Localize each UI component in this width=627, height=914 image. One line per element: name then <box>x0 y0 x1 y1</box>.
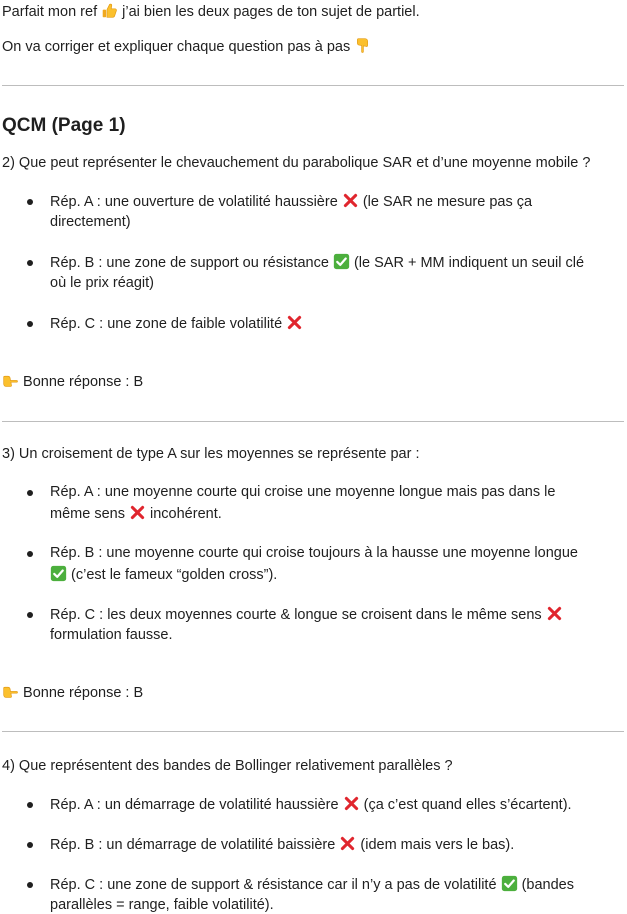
check-mark-icon <box>50 565 67 582</box>
cross-mark-icon <box>339 835 356 852</box>
option-line <box>50 605 563 624</box>
divider <box>2 731 624 732</box>
point-right-icon <box>2 683 19 700</box>
bullet <box>27 490 33 496</box>
check-mark-icon <box>501 875 518 892</box>
cross-mark-icon <box>129 504 146 521</box>
answer-text: Bonne réponse : B <box>23 685 144 701</box>
option-text: Rép. B : une zone de support ou résistance <box>50 255 333 271</box>
option-line: directement) <box>50 214 131 230</box>
option-text: (c’est le fameux “golden cross”). <box>67 567 278 583</box>
bullet <box>27 802 33 808</box>
option-text: Rép. C : les deux moyennes courte & longue se croisent dans le même sens <box>50 607 546 623</box>
option-line <box>50 795 572 814</box>
bullet <box>27 842 33 848</box>
option-line: où le prix réagit) <box>50 275 154 291</box>
intro-line-2 <box>2 37 371 56</box>
answer-line <box>2 683 143 702</box>
cross-mark-icon <box>286 314 303 331</box>
bullet <box>27 882 33 888</box>
bullet <box>27 551 33 557</box>
answer-line <box>2 372 143 391</box>
option-text: Rép. C : une zone de support & résistance car il n’y a pas de volatilité <box>50 877 501 893</box>
point-right-icon <box>2 372 19 389</box>
option-line: parallèles = range, faible volatilité). <box>50 897 274 913</box>
bullet <box>27 260 33 266</box>
option-text: incohérent. <box>145 506 222 522</box>
cross-mark-icon <box>546 605 563 622</box>
option-text: (le SAR ne mesure pas ça <box>358 194 533 210</box>
option-line <box>50 253 584 272</box>
intro-line-1 <box>2 2 420 21</box>
question-2: 2) Que peut représenter le chevauchement du parabolique SAR et d’une moyenne mobile ? <box>2 155 591 171</box>
bullet <box>27 321 33 327</box>
cross-mark-icon <box>343 795 360 812</box>
option-text: Rép. B : un démarrage de volatilité baissière <box>50 837 340 853</box>
option-line <box>50 875 574 894</box>
option-text: Rép. C : une zone de faible volatilité <box>50 316 287 332</box>
section-heading: QCM (Page 1) <box>2 115 126 136</box>
option-text: (ça c’est quand elles s’écartent). <box>359 797 572 813</box>
option-text: (idem mais vers le bas). <box>356 837 515 853</box>
divider <box>2 421 624 422</box>
cross-mark-icon <box>342 192 359 209</box>
option-line <box>50 192 532 211</box>
point-down-icon <box>354 37 371 54</box>
question-4: 4) Que représentent des bandes de Bollinger relativement parallèles ? <box>2 758 453 774</box>
option-line <box>50 504 222 523</box>
option-text: (bandes <box>517 877 574 893</box>
option-text: Rép. A : une ouverture de volatilité haussière <box>50 194 342 210</box>
bullet <box>27 612 33 618</box>
bullet <box>27 199 33 205</box>
option-line: Rép. B : une moyenne courte qui croise toujours à la hausse une moyenne longue <box>50 545 578 561</box>
option-line: Rép. A : une moyenne courte qui croise une moyenne longue mais pas dans le <box>50 484 556 500</box>
divider <box>2 85 624 86</box>
answer-text: Bonne réponse : B <box>23 374 144 390</box>
thumbs-up-icon <box>101 2 118 19</box>
option-line <box>50 565 277 584</box>
question-3: 3) Un croisement de type A sur les moyennes se représente par : <box>2 446 420 462</box>
intro-text: j’ai bien les deux pages de ton sujet de partiel. <box>118 4 420 20</box>
option-line: formulation fausse. <box>50 627 173 643</box>
option-text: même sens <box>50 506 129 522</box>
intro-text: Parfait mon ref <box>2 4 102 20</box>
option-line <box>50 314 303 333</box>
intro-text: On va corriger et expliquer chaque question pas à pas <box>2 39 355 55</box>
option-text: (le SAR + MM indiquent un seuil clé <box>349 255 585 271</box>
check-mark-icon <box>333 253 350 270</box>
option-text: Rép. A : un démarrage de volatilité haussière <box>50 797 343 813</box>
option-line <box>50 835 514 854</box>
